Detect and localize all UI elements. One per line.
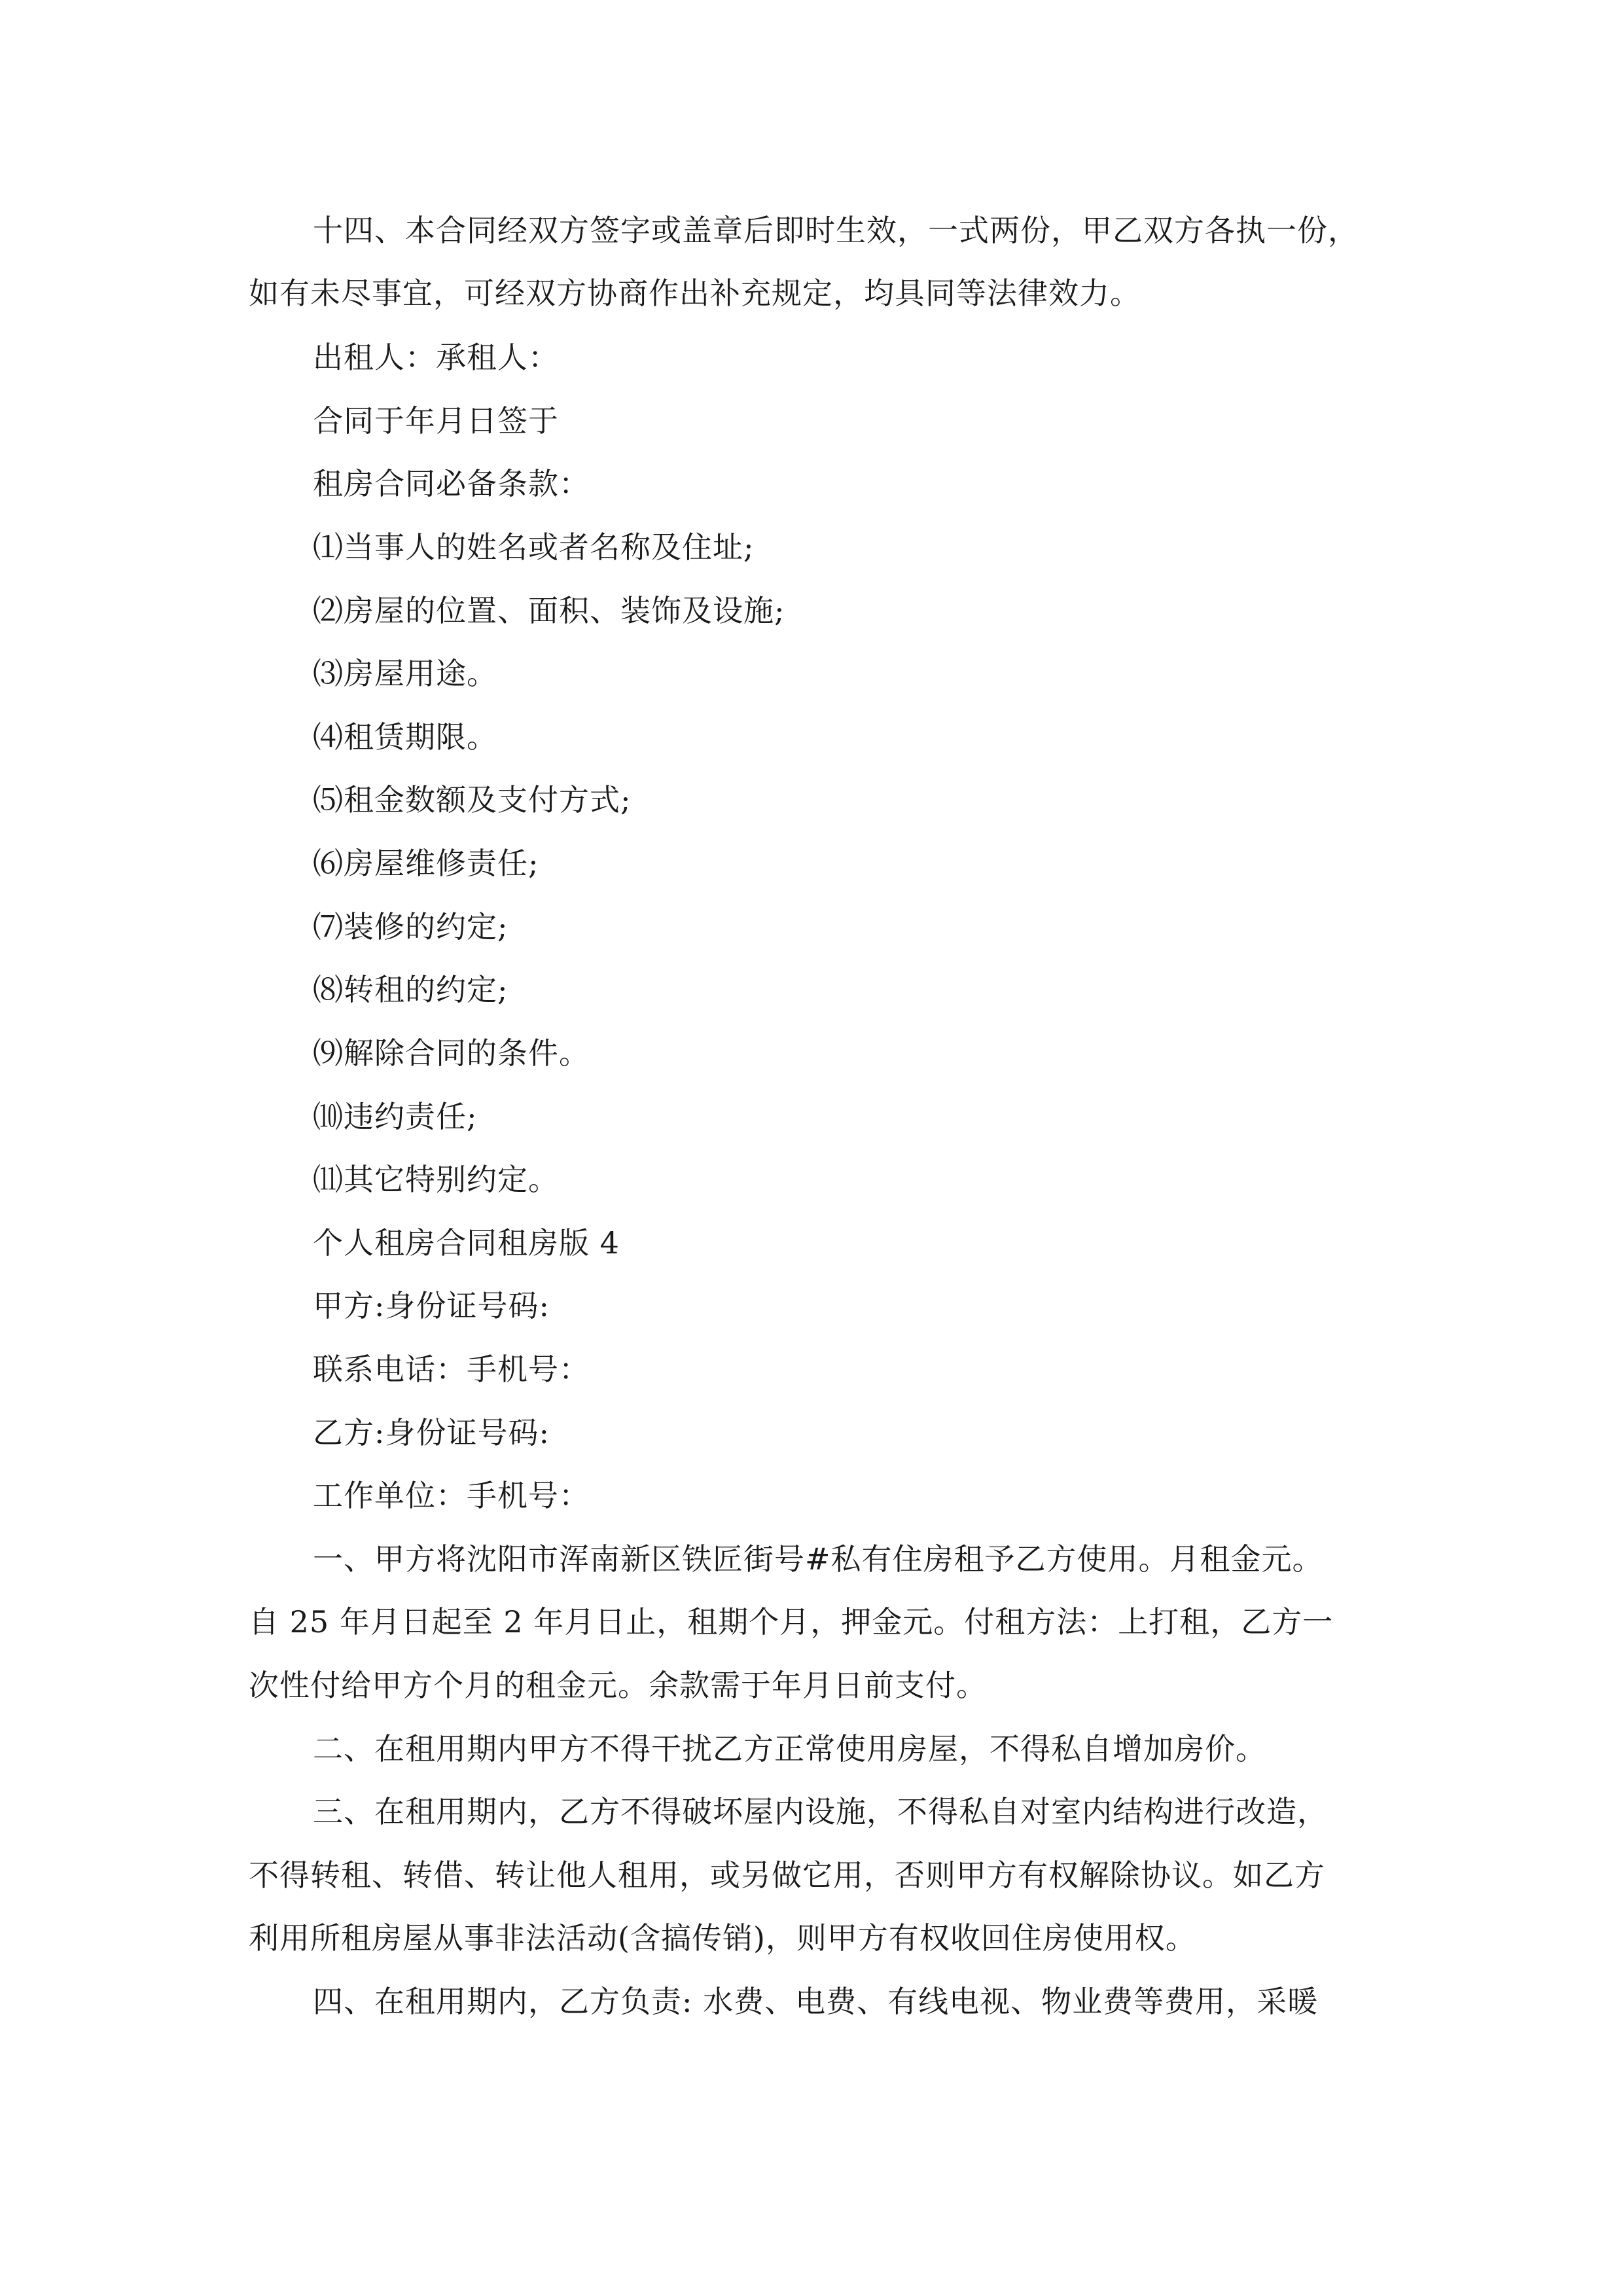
clause14-line2: 如有未尽事宜，可经双方协商作出补充规定，均具同等法律效力。 bbox=[249, 276, 1141, 311]
clause1-line3: 次性付给甲方个月的租金元。余款需于年月日前支付。 bbox=[249, 1668, 987, 1703]
clause2-line1: 二、在租用期内甲方不得干扰乙方正常使用房屋，不得私自增加房价。 bbox=[313, 1731, 1266, 1767]
party-b-work-line: 工作单位：手机号： bbox=[313, 1478, 590, 1513]
essential-term-item: ⑼解除合同的条件。 bbox=[313, 1035, 590, 1071]
party-a-id-line: 甲方:身份证号码: bbox=[313, 1288, 550, 1323]
essential-term-item: ⑽违约责任; bbox=[313, 1099, 478, 1134]
clause4-line1: 四、在租用期内，乙方负责: 水费、电费、有线电视、物业费等费用，采暖 bbox=[313, 1984, 1319, 2019]
signatures-line: 出租人：承租人： bbox=[313, 340, 559, 375]
essential-term-item: ⑷租赁期限。 bbox=[313, 719, 497, 755]
clause1-line2: 自 25 年月日起至 2 年月日止，租期个月，押金元。付租方法：上打租，乙方一 bbox=[249, 1604, 1334, 1640]
clause14-line1: 十四、本合同经双方签字或盖章后即时生效，一式两份，甲乙双方各执一份， bbox=[313, 213, 1359, 248]
clause3-line1: 三、在租用期内，乙方不得破坏屋内设施，不得私自对室内结构进行改造， bbox=[313, 1794, 1328, 1829]
signed-date-line: 合同于年月日签于 bbox=[313, 403, 559, 439]
essential-term-item: ⑶房屋用途。 bbox=[313, 656, 497, 691]
essential-term-item: ⑻转租的约定; bbox=[313, 972, 508, 1007]
essential-term-item: ⑹房屋维修责任; bbox=[313, 846, 539, 881]
party-a-phone-line: 联系电话：手机号： bbox=[313, 1352, 590, 1387]
essential-term-item: ⑴当事人的姓名或者名称及住址; bbox=[313, 529, 755, 565]
essential-term-item: ⑺装修的约定; bbox=[313, 909, 508, 944]
party-b-id-line: 乙方:身份证号码: bbox=[313, 1415, 550, 1450]
clause3-line2: 不得转租、转借、转让他人租用，或另做它用，否则甲方有权解除协议。如乙方 bbox=[249, 1857, 1325, 1893]
contract4-title: 个人租房合同租房版 4 bbox=[313, 1225, 620, 1261]
essential-term-item: ⑸租金数额及支付方式; bbox=[313, 782, 632, 817]
clause1-line1: 一、甲方将沈阳市浑南新区铁匠街号#私有住房租予乙方使用。月租金元。 bbox=[313, 1541, 1323, 1577]
essential-term-item: ⑵房屋的位置、面积、装饰及设施; bbox=[313, 593, 785, 628]
essential-term-item: ⑾其它特别约定。 bbox=[313, 1162, 559, 1197]
clause3-line3: 利用所租房屋从事非法活动(含搞传销)，则甲方有权收回住房使用权。 bbox=[249, 1920, 1196, 1956]
essential-terms-heading: 租房合同必备条款： bbox=[313, 466, 590, 501]
